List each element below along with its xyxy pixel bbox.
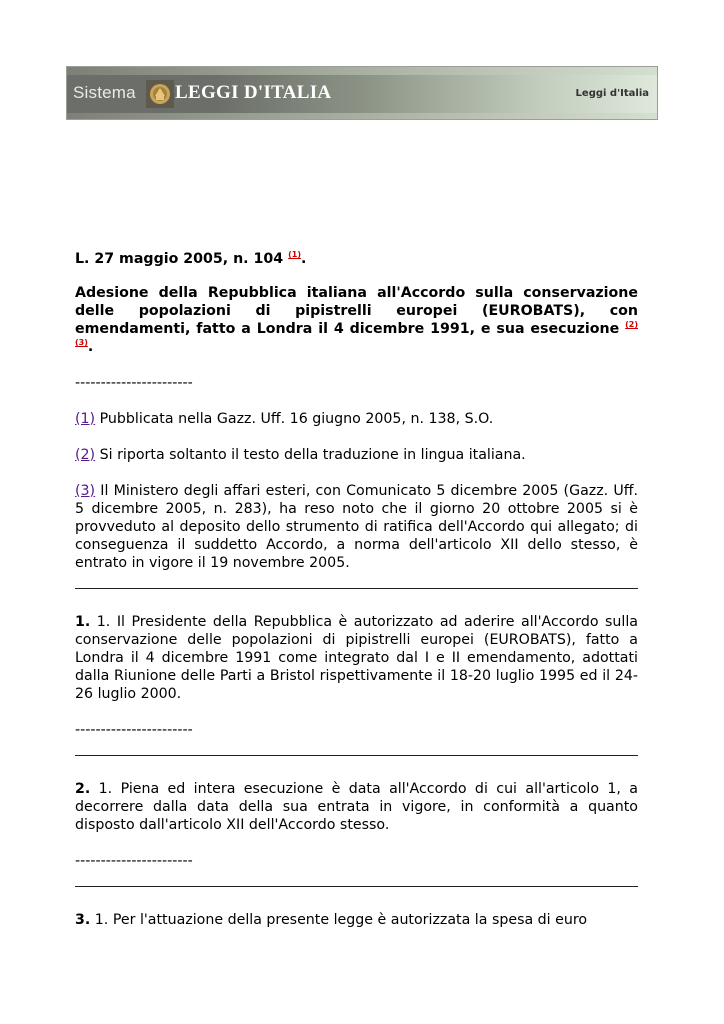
banner-brand-logo: LEGGI D'ITALIA (175, 82, 332, 103)
banner-stripe-bottom (67, 113, 657, 119)
law-subtitle-text: Adesione della Repubblica italiana all'Accordo sulla conservazione delle popolazioni di pipistrelli europei (EUROBATS), con emendamenti, fatto a Londra il 4 dicembre 1991, e sua esecuzione (75, 285, 638, 337)
note-text: Il Ministero degli affari esteri, con Comunicato 5 dicembre 2005 (Gazz. Uff. 5 dicembre 2005, n. 283), ha reso noto che il giorno 20 ottobre 2005 si è provveduto al deposito dello strumento di ratifica dell'Accordo qui allegato; di conseguenza il suddetto Accordo, a norma dell'articolo XII dello stesso, è entrato in vigore il 19 novembre 2005. (75, 483, 638, 571)
article-number: 2. (75, 781, 91, 797)
banner-stripe-top (67, 67, 657, 75)
banner-right-label: Leggi d'Italia (575, 88, 649, 99)
section-divider (75, 755, 638, 756)
article-text: 1. Per l'attuazione della presente legge è autorizzata la spesa di euro (94, 912, 588, 928)
banner-sistema-label: Sistema (73, 83, 136, 102)
article-3 (75, 911, 638, 929)
footnote-link-3[interactable]: (3) (75, 338, 88, 347)
separator-dashes: ----------------------- (75, 722, 193, 738)
section-divider (75, 588, 638, 589)
footnote-link-1[interactable]: (1) (288, 250, 301, 259)
separator-dashes: ----------------------- (75, 375, 193, 391)
law-title: L. 27 maggio 2005, n. 104 $^{(1)}$. (75, 250, 307, 267)
note-1 (75, 410, 638, 428)
article-1 (75, 613, 638, 703)
article-2 (75, 780, 638, 834)
document-body (75, 250, 638, 929)
note-text: Si riporta soltanto il testo della traduzione in lingua italiana. (99, 447, 526, 463)
header-banner (66, 66, 658, 120)
law-subtitle: Adesione della Repubblica italiana all'Accordo sulla conservazione delle popolazioni di pipistrelli europei (EUROBATS), con emendamenti, fatto a Londra il 4 dicembre 1991, e sua esecuzione $^{(2) (3)}$. (75, 285, 638, 355)
note-ref-link-2[interactable]: (2) (75, 447, 96, 463)
separator-dashes: ----------------------- (75, 853, 193, 869)
note-2 (75, 446, 638, 464)
note-ref-link-1[interactable]: (1) (75, 411, 96, 427)
note-text: Pubblicata nella Gazz. Uff. 16 giugno 2005, n. 138, S.O. (99, 411, 494, 427)
note-ref-link-3[interactable]: (3) (75, 483, 96, 499)
article-text: 1. Piena ed intera esecuzione è data all'Accordo di cui all'articolo 1, a decorrere dalla data della sua entrata in vigore, in conformità a quanto disposto dall'articolo XII dell'Accordo stesso. (75, 781, 638, 833)
footnote-marker (288, 250, 301, 259)
article-number: 1. (75, 614, 91, 630)
article-number: 3. (75, 912, 91, 928)
emblem-logo-icon (146, 80, 174, 108)
law-title-text: L. 27 maggio 2005, n. 104 (75, 251, 284, 267)
article-text: 1. Il Presidente della Repubblica è autorizzato ad aderire all'Accordo sulla conservazione delle popolazioni di pipistrelli europei (EUROBATS), fatto a Londra il 4 dicembre 1991 come integrato dal I e II emendamento, adottati dalla Riunione delle Parti a Bristol rispettivamente il 18-20 luglio 1995 ed il 24-26 luglio 2000. (75, 614, 638, 702)
note-3 (75, 482, 638, 572)
section-divider (75, 886, 638, 887)
footnote-link-2[interactable]: (2) (625, 320, 638, 329)
